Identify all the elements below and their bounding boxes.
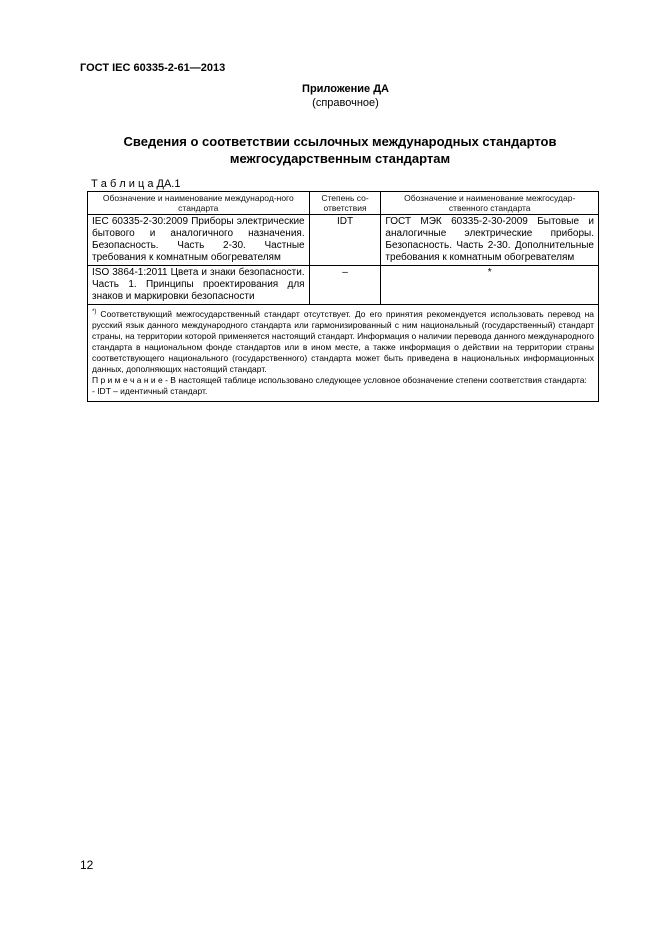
document-code-header: ГОСТ IEC 60335-2-61—2013 <box>80 62 226 74</box>
header-international-standard: Обозначение и наименование международ-ного стандарта <box>88 192 310 215</box>
cell-interstate-standard: ГОСТ МЭК 60335-2-30-2009 Бытовые и аналогичные электрические приборы. Безопасность. Часть 2-30. Дополнительные требования к комнатным обогревателям <box>381 215 599 266</box>
section-title-line-1: Сведения о соответствии ссылочных международных стандартов <box>123 134 557 149</box>
correspondence-table <box>87 191 599 402</box>
section-title <box>40 133 640 167</box>
note-text: - В настоящей таблице использовано следующее условное обозначение степени соответствия стандарта: <box>162 374 587 385</box>
table-footnote <box>88 305 599 402</box>
cell-degree: – <box>309 266 381 305</box>
header-degree-of-conformity: Степень со-ответствия <box>309 192 381 215</box>
footnote-marker: *) <box>92 309 97 315</box>
idt-definition: - IDT – идентичный стандарт. <box>92 385 208 396</box>
cell-international-standard: IEC 60335-2-30:2009 Приборы электрические бытового и аналогичного назначения. Безопасность. Часть 2-30. Частные требования к комнатным обогревателям <box>88 215 310 266</box>
table-footnote-row <box>88 305 599 402</box>
section-title-line-2: межгосударственным стандартам <box>229 151 451 166</box>
footnote-text: Соответствующий межгосударственный стандарт отсутствует. До его принятия рекомендуется использовать перевод на русский язык данного международного стандарта или гармонизированный с ним национальный (государственный) стандарт страны, на территории которой применяется настоящий стандарт. Информация о наличии перевода данного международного стандарта в национальном фонде стандартов или в ином месте, а также информация о действии на территории страны соответствующего национального (государственного) стандарта может быть приведена в национальных информационных данных, дополняющих настоящий стандарт. <box>92 308 594 374</box>
page-number: 12 <box>80 858 94 872</box>
table-header-row <box>88 192 599 215</box>
cell-degree: IDT <box>309 215 381 266</box>
annex-title: Приложение ДА <box>302 83 389 95</box>
table-row <box>88 266 599 305</box>
note-label: П р и м е ч а н и е <box>92 374 163 385</box>
cell-interstate-standard: * <box>381 266 599 305</box>
header-interstate-standard: Обозначение и наименование межгосудар-ственного стандарта <box>381 192 599 215</box>
note-paragraph <box>92 375 594 386</box>
table-caption: Т а б л и ц а ДА.1 <box>91 178 181 190</box>
footnote-paragraph <box>92 307 594 375</box>
table-row <box>88 215 599 266</box>
annex-subtitle: (справочное) <box>312 97 379 109</box>
cell-international-standard: ISO 3864-1:2011 Цвета и знаки безопасности. Часть 1. Принципы проектирования для знаков и маркировки безопасности <box>88 266 310 305</box>
